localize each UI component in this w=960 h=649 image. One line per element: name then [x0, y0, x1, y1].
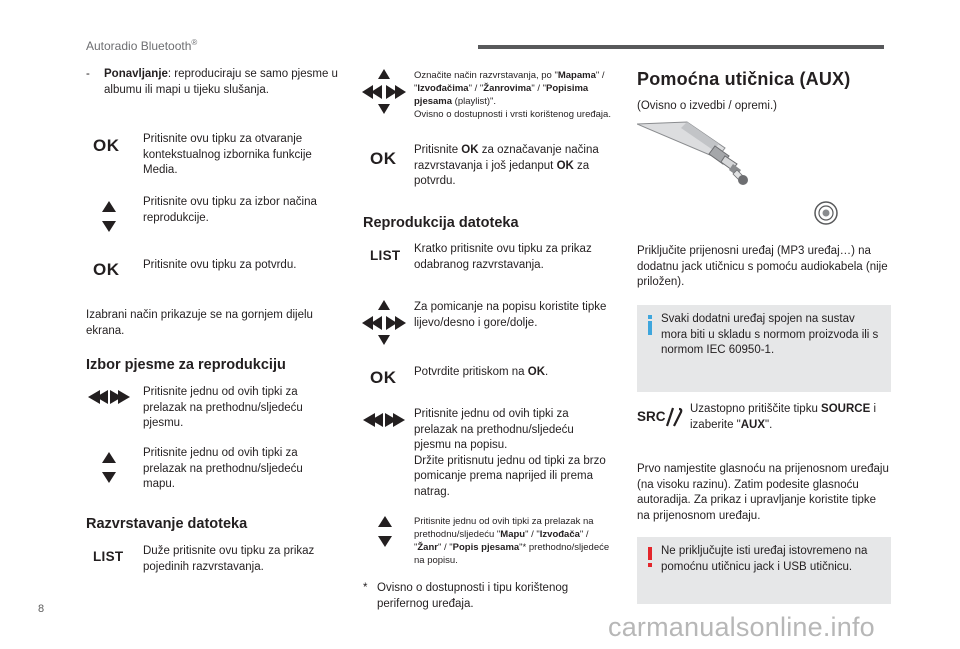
info-icon: [646, 315, 654, 335]
phone-end-icon: [665, 406, 683, 428]
step-prev-next-category: Pritisnite jednu od ovih tipki za prelazak na prethodnu/sljedeću "Mapu" / "Izvođača" / "Žanr" / "Popis pjesama"* prethodno/sljedeće na popisu.: [414, 516, 610, 566]
list-button-icon: LIST: [93, 549, 124, 564]
footnote: Ovisno o dostupnosti i tipu korištenog perifernog uređaja.: [377, 582, 569, 610]
src-button-icon: SRC: [637, 409, 666, 424]
header-title: Autoradio Bluetooth®: [86, 38, 198, 53]
footnote-mark: *: [363, 582, 368, 594]
volume-instruction: Prvo namjestite glasnoću na prijenosnom uređaju (na visoku razinu). Zatim podesite glasnoću autoradija. Za prikaz i upravljanje koristite tipke na prijenosnom uređaju.: [637, 463, 889, 522]
jack-plug-icon: [637, 118, 847, 228]
warning-note-text: Ne priključujte isti uređaj istovremeno na pomoćnu utičnicu jack i USB utičnicu.: [661, 545, 868, 573]
left-right-arrows-icon: [88, 390, 130, 404]
src-instruction: Uzastopno pritiščite tipku SOURCE i izaberite "AUX".: [690, 403, 876, 431]
up-down-arrows-icon: [100, 452, 118, 484]
bullet-dash: -: [86, 68, 90, 80]
step-list-short-press: Kratko pritisnite ovu tipku za prikaz odabranog razvrstavanja.: [414, 243, 592, 271]
up-down-arrows-icon: [376, 516, 394, 548]
header-bar: [478, 45, 884, 49]
step-prev-next-in-list: Pritisnite jednu od ovih tipki za prelazak na prethodnu/sljedeću pjesmu na popisu. Držite pritisnutu jednu od tipki za brzo pomicanje prema naprijed ili prema natrag.: [414, 408, 606, 498]
mode-note: Izabrani način prikazuje se na gornjem dijelu ekrana.: [86, 309, 313, 337]
four-way-arrows-icon: [362, 69, 406, 115]
step-confirm-ok: Potvrdite pritiskom na OK.: [414, 366, 549, 378]
step-ok-sort: Pritisnite OK za označavanje načina razvrstavanja i još jedanput OK za potvrdu.: [414, 144, 599, 187]
sort-select-instruction: Označite način razvrstavanja, po "Mapama" / "Izvođačima" / "Žanrovima" / "Popisima pjesama (playlist)". Ovisno o dostupnosti i vrsti korištenog uređaja.: [414, 70, 611, 120]
section-file-playback: Reprodukcija datoteka: [363, 215, 519, 231]
ok-button-icon: OK: [370, 149, 397, 168]
section-song-selection: Izbor pjesme za reprodukciju: [86, 357, 286, 373]
aux-connect-text: Priključite prijenosni uređaj (MP3 uređaj…) na dodatnu jack utičnicu s pomoću audiokabela (nije priložen).: [637, 245, 888, 288]
watermark: carmanualsonline.info: [608, 612, 875, 642]
aux-subtitle: (Ovisno o izvedbi / opremi.): [637, 100, 777, 112]
info-note-text: Svaki dodatni uređaj spojen na sustav mora biti u skladu s normom proizvoda ili s normom IEC 60950-1.: [661, 313, 879, 356]
warning-note-box: [637, 537, 891, 604]
step-prev-next-song: Pritisnite jednu od ovih tipki za prelazak na prethodnu/sljedeću pjesmu.: [143, 386, 303, 429]
repeat-mode-text: Ponavljanje: reproduciraju se samo pjesme u albumu ili mapi u tijeku slušanja.: [104, 68, 338, 96]
step-confirm: Pritisnite ovu tipku za potvrdu.: [143, 259, 297, 271]
step-open-menu: Pritisnite ovu tipku za otvaranje kontekstualnog izbornika funkcije Media.: [143, 133, 312, 176]
left-right-arrows-icon: [363, 413, 405, 427]
up-down-arrows-icon: [100, 201, 118, 233]
section-file-sorting: Razvrstavanje datoteka: [86, 516, 248, 532]
ok-button-icon: OK: [93, 260, 120, 279]
step-move-list: Za pomicanje na popisu koristite tipke lijevo/desno i gore/dolje.: [414, 301, 607, 329]
ok-button-icon: OK: [370, 368, 397, 387]
step-select-mode: Pritisnite ovu tipku za izbor načina reprodukcije.: [143, 196, 317, 224]
page-number: 8: [38, 603, 45, 615]
four-way-arrows-icon: [362, 300, 406, 346]
aux-section-title: Pomoćna utičnica (AUX): [637, 69, 851, 89]
info-note-box: [637, 305, 891, 392]
step-list-long-press: Duže pritisnite ovu tipku za prikaz pojedinih razvrstavanja.: [143, 545, 315, 573]
warning-icon: [646, 547, 654, 567]
step-prev-next-folder: Pritisnite jednu od ovih tipki za prelazak na prethodnu/sljedeću mapu.: [143, 447, 303, 490]
list-button-icon: LIST: [370, 248, 401, 263]
ok-button-icon: OK: [93, 136, 120, 155]
